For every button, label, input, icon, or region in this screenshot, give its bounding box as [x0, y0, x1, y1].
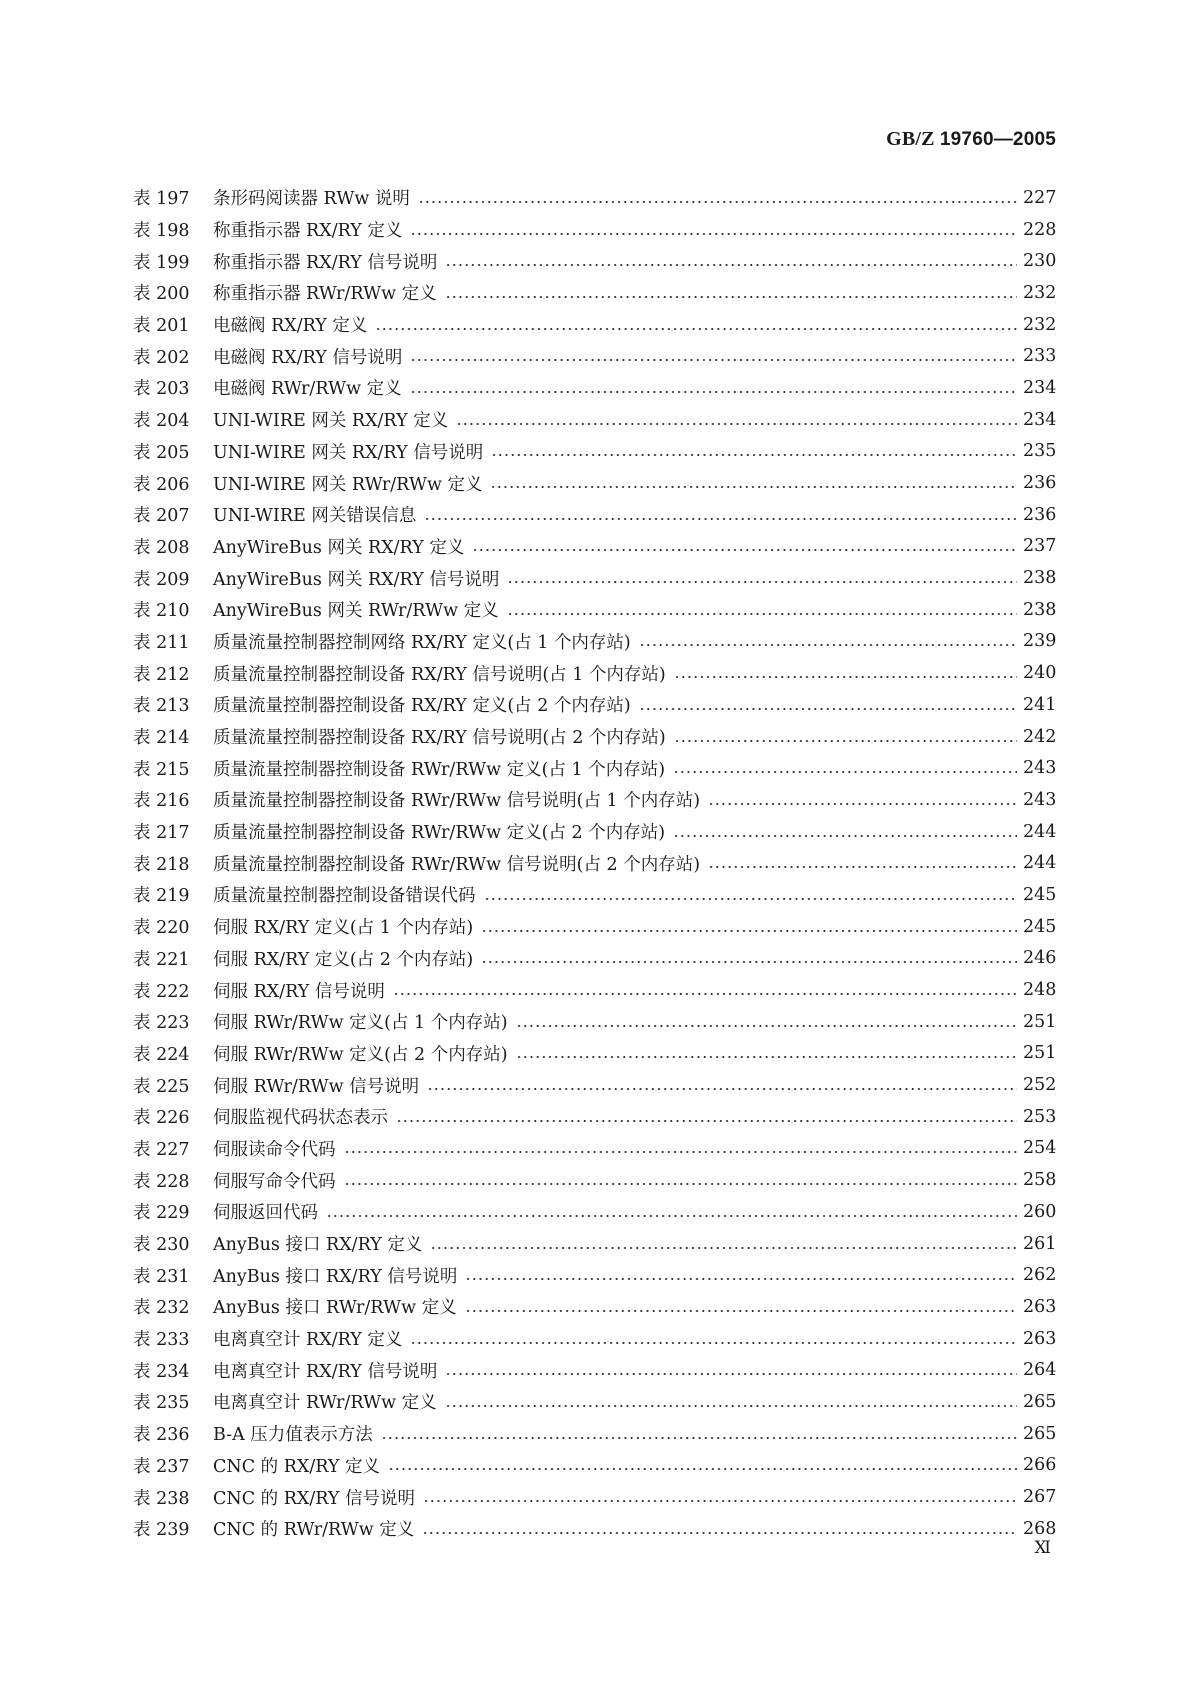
toc-page-number: 254 [1023, 1138, 1057, 1159]
toc-table-title: 伺服读命令代码 [213, 1139, 336, 1160]
toc-table-title: UNI-WIRE 网关错误信息 [213, 506, 417, 527]
toc-table-title: 质量流量控制器控制设备 RWr/RWw 定义(占 2 个内存站) [213, 823, 666, 844]
toc-entry[interactable] [133, 340, 1055, 372]
toc-page-number: 251 [1023, 1043, 1057, 1064]
toc-table-title: 质量流量控制器控制设备 RWr/RWw 信号说明(占 1 个内存站) [213, 791, 701, 812]
toc-entry[interactable] [133, 1196, 1055, 1228]
toc-page-number: 234 [1023, 409, 1057, 430]
toc-page-number: 260 [1023, 1201, 1057, 1222]
toc-entry[interactable] [133, 309, 1055, 341]
toc-table-number: 表 208 [133, 537, 190, 558]
toc-table-title: 质量流量控制器控制设备 RWr/RWw 信号说明(占 2 个内存站) [213, 854, 701, 875]
toc-table-title: 称重指示器 RX/RY 定义 [213, 221, 403, 242]
dot-leader [445, 295, 1017, 299]
toc-table-number: 表 200 [133, 284, 190, 305]
dot-leader [472, 548, 1017, 552]
dot-leader [375, 327, 1017, 331]
toc-table-number: 表 230 [133, 1235, 190, 1256]
dot-leader [430, 1246, 1017, 1250]
toc-entry[interactable] [133, 372, 1055, 404]
dot-leader [481, 960, 1017, 964]
toc-page-number: 234 [1023, 377, 1057, 398]
toc-table-number: 表 224 [133, 1044, 190, 1065]
toc-table-number: 表 235 [133, 1393, 190, 1414]
toc-page-number: 261 [1023, 1233, 1057, 1254]
toc-page-number: 251 [1023, 1011, 1057, 1032]
toc-table-title: 称重指示器 RWr/RWw 定义 [213, 284, 437, 305]
toc-page-number: 262 [1023, 1265, 1057, 1286]
toc-entry[interactable] [133, 784, 1055, 816]
toc-table-title: 伺服返回代码 [213, 1203, 318, 1224]
toc-page-number: 252 [1023, 1075, 1057, 1096]
toc-table-number: 表 214 [133, 728, 190, 749]
toc-table-number: 表 206 [133, 474, 190, 495]
toc-page-number: 244 [1023, 853, 1057, 874]
toc-entry[interactable] [133, 1450, 1055, 1482]
dot-leader [708, 865, 1017, 869]
toc-page-number: 267 [1023, 1487, 1057, 1508]
toc-table-number: 表 217 [133, 823, 190, 844]
dot-leader [418, 200, 1017, 204]
toc-table-title: 电磁阀 RX/RY 信号说明 [213, 347, 403, 368]
toc-table-title: 电磁阀 RX/RY 定义 [213, 316, 368, 337]
toc-page-number: 233 [1023, 346, 1057, 367]
toc-entry[interactable] [133, 404, 1055, 436]
dot-leader [326, 1214, 1017, 1218]
toc-table-number: 表 218 [133, 854, 190, 875]
toc-table-number: 表 232 [133, 1298, 190, 1319]
toc-table-number: 表 222 [133, 981, 190, 1002]
toc-table-title: AnyBus 接口 RX/RY 信号说明 [213, 1266, 458, 1287]
toc-page-number: 253 [1023, 1106, 1057, 1127]
dot-leader [516, 1024, 1017, 1028]
toc-page-number: 244 [1023, 821, 1057, 842]
toc-page-number: 239 [1023, 631, 1057, 652]
toc-page-number: 240 [1023, 663, 1057, 684]
dot-leader [427, 1087, 1017, 1091]
dot-leader [708, 802, 1017, 806]
toc-entry[interactable] [133, 499, 1055, 531]
toc-table-number: 表 234 [133, 1361, 190, 1382]
toc-table-number: 表 220 [133, 918, 190, 939]
toc-table-number: 表 229 [133, 1203, 190, 1224]
toc-page-number: 268 [1023, 1518, 1057, 1539]
toc-entry[interactable] [133, 911, 1055, 943]
toc-entry[interactable] [133, 1164, 1055, 1196]
toc-table-number: 表 205 [133, 442, 190, 463]
dot-leader [423, 1499, 1017, 1503]
toc-table-number: 表 202 [133, 347, 190, 368]
table-of-contents-list [133, 182, 1055, 1545]
dot-leader [507, 580, 1017, 584]
toc-page-number: 238 [1023, 599, 1057, 620]
standard-prefix: GB/Z [886, 128, 935, 150]
toc-table-title: UNI-WIRE 网关 RX/RY 信号说明 [213, 442, 484, 463]
dot-leader [393, 992, 1017, 996]
toc-page-number: 242 [1023, 726, 1057, 747]
toc-table-number: 表 199 [133, 252, 190, 273]
toc-entry[interactable] [133, 1291, 1055, 1323]
dot-leader [445, 1404, 1017, 1408]
toc-table-title: 质量流量控制器控制设备 RX/RY 信号说明(占 1 个内存站) [213, 664, 666, 685]
toc-table-number: 表 237 [133, 1456, 190, 1477]
toc-table-title: 质量流量控制器控制设备 RX/RY 定义(占 2 个内存站) [213, 696, 631, 717]
dot-leader [674, 739, 1017, 743]
toc-page-number: 236 [1023, 504, 1057, 525]
toc-entry[interactable] [133, 531, 1055, 563]
toc-table-number: 表 239 [133, 1520, 190, 1541]
toc-page-number: 245 [1023, 916, 1057, 937]
dot-leader [516, 1055, 1017, 1059]
toc-page-number: 263 [1023, 1296, 1057, 1317]
toc-table-title: 质量流量控制器控制设备 RWr/RWw 定义(占 1 个内存站) [213, 759, 666, 780]
toc-entry[interactable] [133, 943, 1055, 975]
toc-page-number: 263 [1023, 1328, 1057, 1349]
toc-entry[interactable] [133, 245, 1055, 277]
toc-entry[interactable] [133, 1418, 1055, 1450]
toc-table-number: 表 219 [133, 886, 190, 907]
dot-leader [484, 897, 1018, 901]
toc-table-title: 伺服 RWr/RWw 定义(占 1 个内存站) [213, 1013, 508, 1034]
toc-page-number: 266 [1023, 1455, 1057, 1476]
toc-table-title: 电磁阀 RWr/RWw 定义 [213, 379, 402, 400]
dot-leader [410, 358, 1017, 362]
toc-entry[interactable] [133, 721, 1055, 753]
toc-entry[interactable] [133, 277, 1055, 309]
dot-leader [344, 1182, 1018, 1186]
toc-table-number: 表 209 [133, 569, 190, 590]
toc-entry[interactable] [133, 657, 1055, 689]
toc-entry[interactable] [133, 1069, 1055, 1101]
toc-table-title: 伺服 RWr/RWw 信号说明 [213, 1076, 420, 1097]
toc-entry[interactable] [133, 214, 1055, 246]
toc-table-title: AnyWireBus 网关 RX/RY 定义 [213, 537, 465, 558]
toc-entry[interactable] [133, 182, 1055, 214]
toc-page-number: 248 [1023, 980, 1057, 1001]
toc-page-number: 230 [1023, 251, 1057, 272]
toc-table-number: 表 228 [133, 1171, 190, 1192]
toc-entry[interactable] [133, 1006, 1055, 1038]
toc-table-title: 电离真空计 RX/RY 信号说明 [213, 1361, 438, 1382]
toc-table-number: 表 198 [133, 221, 190, 242]
toc-page-number: 246 [1023, 948, 1057, 969]
toc-table-number: 表 236 [133, 1425, 190, 1446]
toc-page-number: 235 [1023, 441, 1057, 462]
toc-entry[interactable] [133, 1259, 1055, 1291]
toc-table-title: 伺服 RWr/RWw 定义(占 2 个内存站) [213, 1044, 508, 1065]
toc-table-title: 伺服 RX/RY 信号说明 [213, 981, 385, 1002]
page-number: Ⅺ [1034, 1538, 1050, 1557]
toc-page-number: 241 [1023, 694, 1057, 715]
toc-table-title: CNC 的 RWr/RWw 定义 [213, 1520, 415, 1541]
toc-table-title: 质量流量控制器控制设备错误代码 [213, 886, 476, 907]
toc-table-title: CNC 的 RX/RY 信号说明 [213, 1488, 416, 1509]
toc-page-number: 264 [1023, 1360, 1057, 1381]
dot-leader [388, 1467, 1017, 1471]
toc-table-title: AnyWireBus 网关 RWr/RWw 定义 [213, 601, 499, 622]
dot-leader [381, 1436, 1017, 1440]
dot-leader [422, 1531, 1017, 1535]
toc-entry[interactable] [133, 1386, 1055, 1418]
toc-page-number: 227 [1023, 187, 1057, 208]
toc-table-title: 电离真空计 RX/RY 定义 [213, 1330, 403, 1351]
toc-table-number: 表 238 [133, 1488, 190, 1509]
dot-leader [674, 675, 1017, 679]
toc-page-number: 237 [1023, 536, 1057, 557]
dot-leader [490, 485, 1017, 489]
toc-entry[interactable] [133, 436, 1055, 468]
dot-leader [639, 643, 1017, 647]
toc-table-title: 伺服 RX/RY 定义(占 2 个内存站) [213, 949, 474, 970]
toc-table-number: 表 210 [133, 601, 190, 622]
dot-leader [465, 1309, 1017, 1313]
toc-table-number: 表 231 [133, 1266, 190, 1287]
toc-entry[interactable] [133, 1101, 1055, 1133]
toc-entry[interactable] [133, 689, 1055, 721]
toc-table-title: 质量流量控制器控制网络 RX/RY 定义(占 1 个内存站) [213, 632, 631, 653]
toc-table-title: 电离真空计 RWr/RWw 定义 [213, 1393, 437, 1414]
standard-code-header [886, 128, 1056, 151]
toc-entry[interactable] [133, 816, 1055, 848]
toc-page-number: 265 [1023, 1423, 1057, 1444]
toc-table-title: AnyBus 接口 RX/RY 定义 [213, 1235, 423, 1256]
toc-page-number: 243 [1023, 789, 1057, 810]
toc-table-number: 表 233 [133, 1330, 190, 1351]
dot-leader [410, 1341, 1017, 1345]
dot-leader [445, 1372, 1017, 1376]
toc-table-number: 表 211 [133, 632, 190, 653]
toc-table-number: 表 223 [133, 1013, 190, 1034]
toc-page-number: 258 [1023, 1170, 1057, 1191]
toc-table-title: 伺服写命令代码 [213, 1171, 336, 1192]
toc-entry[interactable] [133, 1038, 1055, 1070]
dot-leader [465, 1277, 1017, 1281]
standard-number: 19760—2005 [939, 129, 1056, 150]
dot-leader [410, 390, 1017, 394]
toc-table-number: 表 207 [133, 506, 190, 527]
toc-table-number: 表 221 [133, 949, 190, 970]
toc-table-title: CNC 的 RX/RY 定义 [213, 1456, 381, 1477]
toc-entry[interactable] [133, 1228, 1055, 1260]
dot-leader [424, 517, 1017, 521]
toc-page-number: 232 [1023, 314, 1057, 335]
toc-table-number: 表 213 [133, 696, 190, 717]
dot-leader [410, 232, 1017, 236]
toc-entry[interactable] [133, 1323, 1055, 1355]
toc-table-number: 表 227 [133, 1139, 190, 1160]
toc-entry[interactable] [133, 626, 1055, 658]
toc-entry[interactable] [133, 847, 1055, 879]
toc-table-number: 表 225 [133, 1076, 190, 1097]
toc-page-number: 236 [1023, 473, 1057, 494]
dot-leader [673, 770, 1017, 774]
toc-entry[interactable] [133, 879, 1055, 911]
toc-entry[interactable] [133, 594, 1055, 626]
toc-page-number: 232 [1023, 282, 1057, 303]
toc-table-title: 条形码阅读器 RWw 说明 [213, 189, 410, 210]
dot-leader [491, 453, 1017, 457]
toc-table-title: 伺服 RX/RY 定义(占 1 个内存站) [213, 918, 474, 939]
toc-table-title: 称重指示器 RX/RY 信号说明 [213, 252, 438, 273]
dot-leader [639, 707, 1017, 711]
toc-table-number: 表 215 [133, 759, 190, 780]
dot-leader [456, 422, 1017, 426]
dot-leader [673, 834, 1017, 838]
toc-table-number: 表 203 [133, 379, 190, 400]
toc-entry[interactable] [133, 562, 1055, 594]
toc-page-number: 243 [1023, 758, 1057, 779]
toc-table-number: 表 204 [133, 411, 190, 432]
toc-table-number: 表 212 [133, 664, 190, 685]
toc-table-title: UNI-WIRE 网关 RX/RY 定义 [213, 411, 449, 432]
toc-page-number: 245 [1023, 884, 1057, 905]
toc-entry[interactable] [133, 1133, 1055, 1165]
dot-leader [445, 263, 1017, 267]
toc-page-number: 228 [1023, 219, 1057, 240]
toc-table-number: 表 226 [133, 1108, 190, 1129]
toc-table-title: 伺服监视代码状态表示 [213, 1108, 388, 1129]
toc-page-number: 238 [1023, 568, 1057, 589]
dot-leader [507, 612, 1017, 616]
dot-leader [481, 929, 1017, 933]
toc-entry[interactable] [133, 467, 1055, 499]
toc-page-number: 265 [1023, 1391, 1057, 1412]
toc-table-title: AnyBus 接口 RWr/RWw 定义 [213, 1298, 457, 1319]
toc-entry[interactable] [133, 1513, 1055, 1545]
toc-table-title: UNI-WIRE 网关 RWr/RWw 定义 [213, 474, 483, 495]
toc-entry[interactable] [133, 1481, 1055, 1513]
toc-table-number: 表 197 [133, 189, 190, 210]
toc-table-title: B-A 压力值表示方法 [213, 1425, 373, 1446]
toc-table-title: 质量流量控制器控制设备 RX/RY 信号说明(占 2 个内存站) [213, 728, 666, 749]
toc-entry[interactable] [133, 752, 1055, 784]
toc-table-title: AnyWireBus 网关 RX/RY 信号说明 [213, 569, 500, 590]
dot-leader [396, 1119, 1017, 1123]
toc-table-number: 表 216 [133, 791, 190, 812]
toc-entry[interactable] [133, 974, 1055, 1006]
dot-leader [344, 1150, 1018, 1154]
toc-entry[interactable] [133, 1354, 1055, 1386]
toc-table-number: 表 201 [133, 316, 190, 337]
